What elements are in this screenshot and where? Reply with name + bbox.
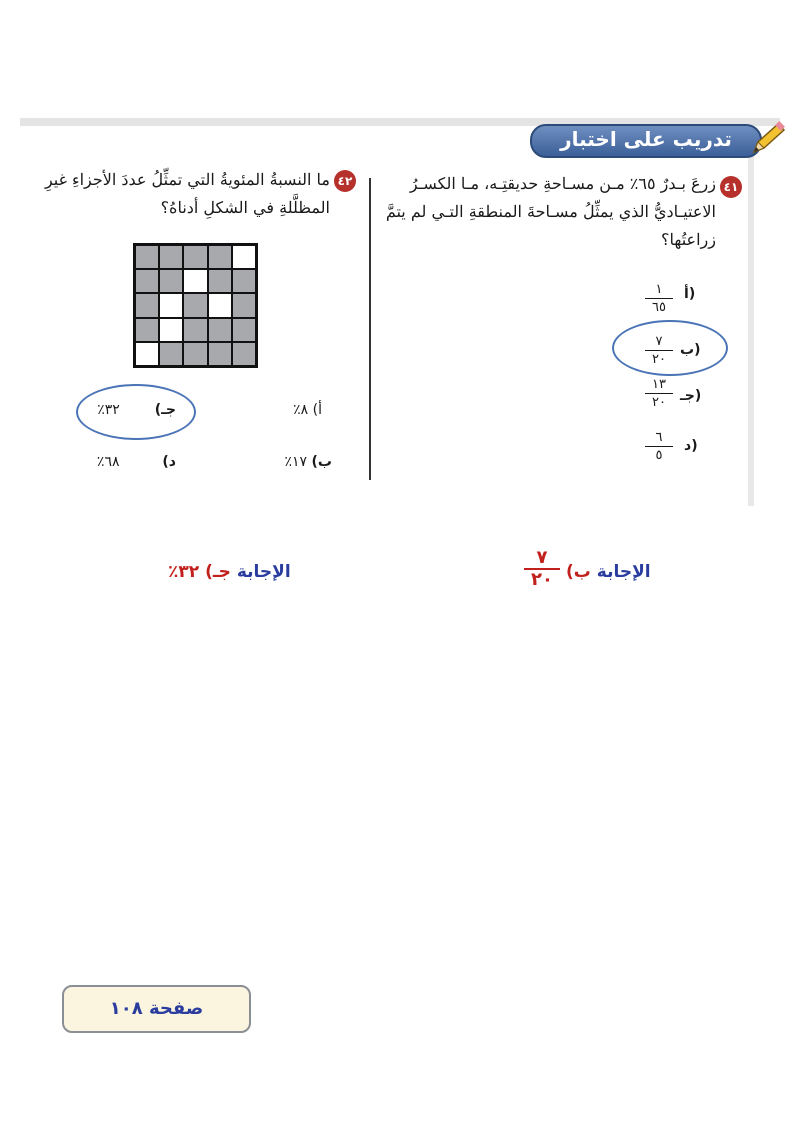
option-b [252,454,332,470]
grid-cell-unshaded [135,342,159,366]
numerator: ٦ [645,430,673,447]
grid-cell-shaded [183,245,207,269]
grid-cell-unshaded [159,293,183,317]
banner-title: تدريب على اختبار [560,127,732,151]
grid-cell-shaded [135,245,159,269]
grid-cell-unshaded [183,269,207,293]
option-fraction [645,430,673,463]
option-label: أ) [312,402,322,418]
option-label: د) [162,454,176,470]
grid-cell-shaded [183,342,207,366]
denominator: ٦٥ [652,300,666,315]
question-number-badge: ٤٢ [334,170,356,192]
numerator: ١ [645,282,673,299]
grid-cell-unshaded [159,318,183,342]
option-value: ٣٢٪ [97,402,120,418]
shaded-grid-figure [133,243,258,368]
grid-cell-shaded [159,342,183,366]
grid-cell-shaded [135,318,159,342]
option-fraction [645,282,673,315]
grid-cell-shaded [183,318,207,342]
question-41-text: زرعَ بـدرٌ ٦٥٪ مـن مسـاحةِ حديقتِـه، مـا الكسـرُ الاعتيـاديُّ الذي يمثِّلُ مسـاحةَ المنطقةِ التـي لم يتمَّ زراعتُها؟ [385,174,716,249]
answer-highlight-oval [76,384,196,440]
grid-cell-shaded [232,293,256,317]
option-value: ٨٪ [293,402,309,418]
grid-cell-shaded [208,318,232,342]
answer-highlight-oval [612,320,728,376]
grid-cell-shaded [232,342,256,366]
grid-cell-shaded [208,269,232,293]
denominator: ٢٠ [652,352,666,367]
option-label: ب) [311,454,332,470]
denominator: ٢٠ [531,569,553,590]
grid-cell-shaded [135,293,159,317]
answer-value: ٣٢٪ [168,562,200,582]
grid-cell-shaded [159,245,183,269]
grid-cell-shaded [208,245,232,269]
answer-choice: جـ) [205,562,231,582]
numerator: ٧ [524,548,560,570]
option-value: ١٧٪ [284,454,308,470]
grid-cell-shaded [183,293,207,317]
grid-cell-shaded [232,269,256,293]
option-label: أ) [684,286,696,302]
grid-cell-unshaded [208,293,232,317]
section-banner [530,120,770,160]
grid-cell-shaded [208,342,232,366]
page-number: صفحة ١٠٨ [109,998,204,1019]
page-number-box [62,985,251,1033]
grid-cell-unshaded [232,245,256,269]
grid-cell-shaded [159,269,183,293]
denominator: ٥ [655,448,663,463]
column-divider [369,178,371,480]
option-label: د) [684,438,698,454]
question-number-badge: ٤١ [720,176,742,198]
answer-choice: ب) [566,562,591,582]
answer-42 [168,562,291,582]
option-label: جـ) [680,388,702,404]
denominator: ٢٠ [652,395,666,410]
grid-cell-shaded [232,318,256,342]
pencil-icon [748,120,788,160]
option-value: ٦٨٪ [96,454,120,470]
answer-label: الإجابة [596,562,651,582]
answer-41 [566,562,651,582]
answer-fraction [524,548,560,590]
numerator: ٧ [645,334,673,351]
answer-label: الإجابة [236,562,291,582]
option-a [252,402,322,418]
numerator: ١٣ [645,377,673,394]
panel-edge [748,126,754,506]
option-label: ب) [680,342,701,358]
grid-cell-shaded [135,269,159,293]
option-d [86,454,176,470]
option-fraction [645,377,673,410]
question-42-text: ما النسبةُ المئويةُ التي تمثِّلُ عددَ الأجزاءِ غيرِ المظلَّلةِ في الشكلِ أدناهُ؟ [44,170,330,217]
option-label: جـ) [154,402,176,418]
